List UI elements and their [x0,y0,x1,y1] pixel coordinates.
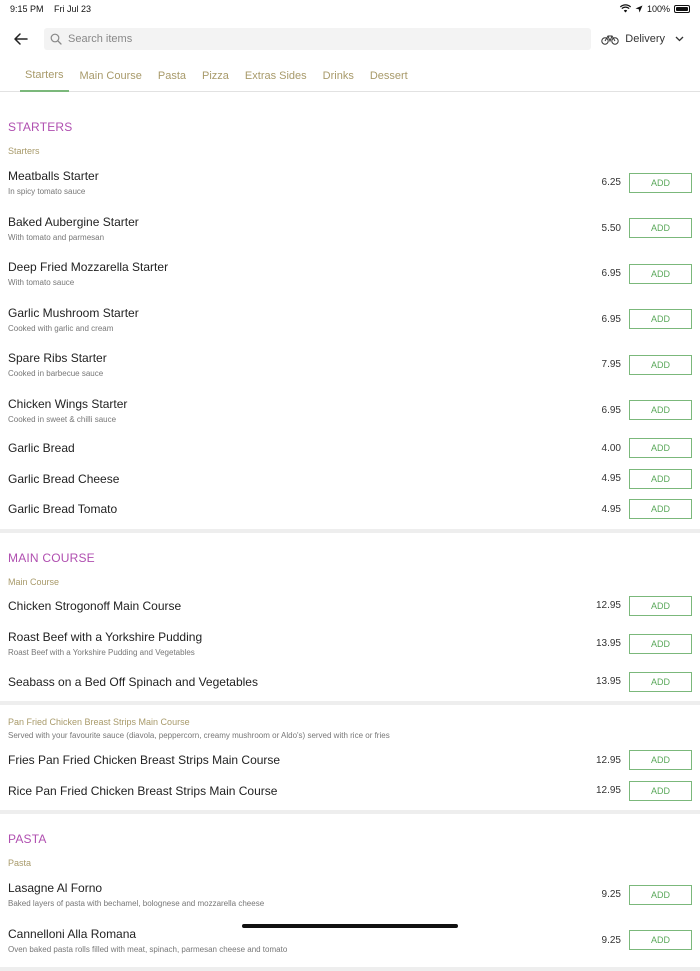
menu-item-description: Cooked with garlic and cream [8,323,114,333]
menu-item [0,667,700,698]
menu-item-text [8,753,581,767]
category-tabs [0,60,700,92]
menu-item-name: Roast Beef with a Yorkshire Pudding [8,630,203,645]
menu-item-name: Lasagne Al Forno [8,881,103,896]
menu-item-name: Chicken Strogonoff Main Course [8,598,182,613]
menu-item [0,160,700,206]
status-right [620,4,690,14]
menu-item-price: 6.95 [601,268,621,280]
menu-item [0,621,700,667]
menu-item [0,206,700,252]
menu-item-text [8,881,581,908]
battery-percent: 100% [646,4,670,14]
add-button[interactable]: ADD [629,930,692,950]
add-button[interactable]: ADD [629,469,692,489]
menu-item-text [8,397,581,424]
menu-item-price: 4.95 [601,473,621,485]
menu-item [0,494,700,525]
menu-item-price: 9.25 [601,934,621,946]
add-button[interactable]: ADD [629,173,692,193]
battery-icon [674,5,690,13]
location-arrow-icon [635,5,643,13]
menu-item-name: Garlic Bread Tomato [8,502,118,517]
add-button[interactable]: ADD [629,781,692,801]
menu-item [0,433,700,464]
status-date: Fri Jul 23 [54,4,92,14]
menu-item-name: Garlic Bread Cheese [8,471,120,486]
menu-item-text [8,169,581,196]
menu-item-name: Meatballs Starter [8,169,99,184]
menu-item [0,745,700,776]
menu-item-price: 12.95 [595,600,621,612]
group-title: Main Course [8,576,60,587]
add-button[interactable]: ADD [629,634,692,654]
delivery-selector[interactable] [601,33,692,45]
section-title: PASTA [8,832,47,846]
add-button[interactable]: ADD [629,264,692,284]
menu-item-price: 13.95 [595,676,621,688]
menu-item-name: Rice Pan Fried Chicken Breast Strips Main Course [8,783,278,798]
home-indicator [242,924,458,928]
menu-item-price: 4.00 [601,442,621,454]
menu-item [0,776,700,807]
menu-item-price: 7.95 [601,359,621,371]
menu-item-name: Garlic Mushroom Starter [8,305,139,320]
group-title: Starters [8,146,40,156]
menu-item-text [8,215,581,242]
menu-item-price: 6.95 [601,313,621,325]
add-button[interactable]: ADD [629,672,692,692]
menu-item-price: 4.95 [601,503,621,515]
tab-pizza[interactable]: Pizza [202,69,229,82]
menu-item-name: Baked Aubergine Starter [8,214,139,229]
tab-main-course[interactable]: Main Course [79,69,142,82]
bicycle-icon [601,33,619,45]
menu-item-price: 12.95 [595,754,621,766]
menu-item-text [8,630,581,657]
status-left [10,4,99,14]
menu-item-text [8,260,581,287]
menu-item-price: 5.50 [601,222,621,234]
chevron-down-icon [675,36,684,42]
status-time: 9:15 PM [10,4,44,14]
menu-item-text [8,784,581,798]
add-button[interactable]: ADD [629,355,692,375]
section-title: MAIN COURSE [8,550,95,565]
menu-item-description: Cooked in barbecue sauce [8,369,104,379]
menu-item-description: In spicy tomato sauce [8,187,86,197]
group-description: Served with your favourite sauce (diavola, peppercorn, creamy mushroom or Aldo's) served with rice or fries [8,731,390,740]
menu-item-text [8,306,581,333]
menu-item-description: With tomato sauce [8,278,75,288]
menu-item-description: With tomato and parmesan [8,232,105,242]
tab-starters[interactable]: Starters [20,60,69,92]
battery-level [676,7,688,11]
add-button[interactable]: ADD [629,218,692,238]
menu-item-price: 6.25 [601,177,621,189]
menu-item [0,591,700,622]
add-button[interactable]: ADD [629,438,692,458]
menu-item-text [8,675,581,689]
menu-item-name: Deep Fried Mozzarella Starter [8,260,169,275]
tab-pasta[interactable]: Pasta [157,69,187,82]
section-title: STARTERS [8,120,73,134]
menu-item-price: 6.95 [601,404,621,416]
back-arrow-icon [14,33,28,45]
menu-item-price: 9.25 [601,889,621,901]
menu-item-description: Baked layers of pasta with bechamel, bolognese and mozzarella cheese [8,899,265,909]
group-title: Pasta [8,858,32,868]
section-divider [0,701,700,705]
menu-content [0,92,700,971]
menu-item [0,464,700,495]
search-icon [50,33,62,45]
menu-item-text [8,351,581,378]
search-bar[interactable] [44,28,591,50]
add-button[interactable]: ADD [629,499,692,519]
delivery-label: Delivery [625,33,665,45]
tab-drinks[interactable]: Drinks [322,69,354,82]
menu-item-text [8,472,581,486]
search-input[interactable] [68,33,585,45]
add-button[interactable]: ADD [629,596,692,616]
menu-item-price: 13.95 [595,638,621,650]
menu-item-text [8,599,581,613]
group-title: Pan Fried Chicken Breast Strips Main Course [8,717,190,727]
add-button[interactable]: ADD [629,750,692,770]
wifi-icon [620,5,631,13]
menu-item [0,388,700,434]
menu-item-price: 12.95 [595,785,621,797]
add-button[interactable]: ADD [629,885,692,905]
menu-item-text [8,441,581,455]
menu-item-description: Cooked in sweet & chilli sauce [8,414,117,424]
section-divider [0,967,700,971]
menu-item [0,872,700,918]
menu-item [0,251,700,297]
menu-item-name: Fries Pan Fried Chicken Breast Strips Main Course [8,753,281,768]
menu-item-text [8,502,581,516]
top-bar [0,18,700,60]
menu-item-text [8,927,581,954]
menu-item [0,342,700,388]
add-button[interactable]: ADD [629,400,692,420]
status-bar [0,0,700,18]
menu-item-name: Seabass on a Bed Off Spinach and Vegetables [8,674,258,689]
menu-item-description: Roast Beef with a Yorkshire Pudding and Vegetables [8,648,195,658]
back-button[interactable] [8,26,34,52]
menu-item-name: Garlic Bread [8,441,75,456]
tab-extras-sides[interactable]: Extras Sides [244,69,307,82]
tab-dessert[interactable]: Dessert [369,69,408,82]
menu-item-description: Oven baked pasta rolls filled with meat, spinach, parmesan cheese and tomato [8,944,288,954]
menu-item-name: Cannelloni Alla Romana [8,926,137,941]
menu-item-name: Chicken Wings Starter [8,396,128,411]
add-button[interactable]: ADD [629,309,692,329]
menu-item [0,297,700,343]
menu-item-name: Spare Ribs Starter [8,351,107,366]
